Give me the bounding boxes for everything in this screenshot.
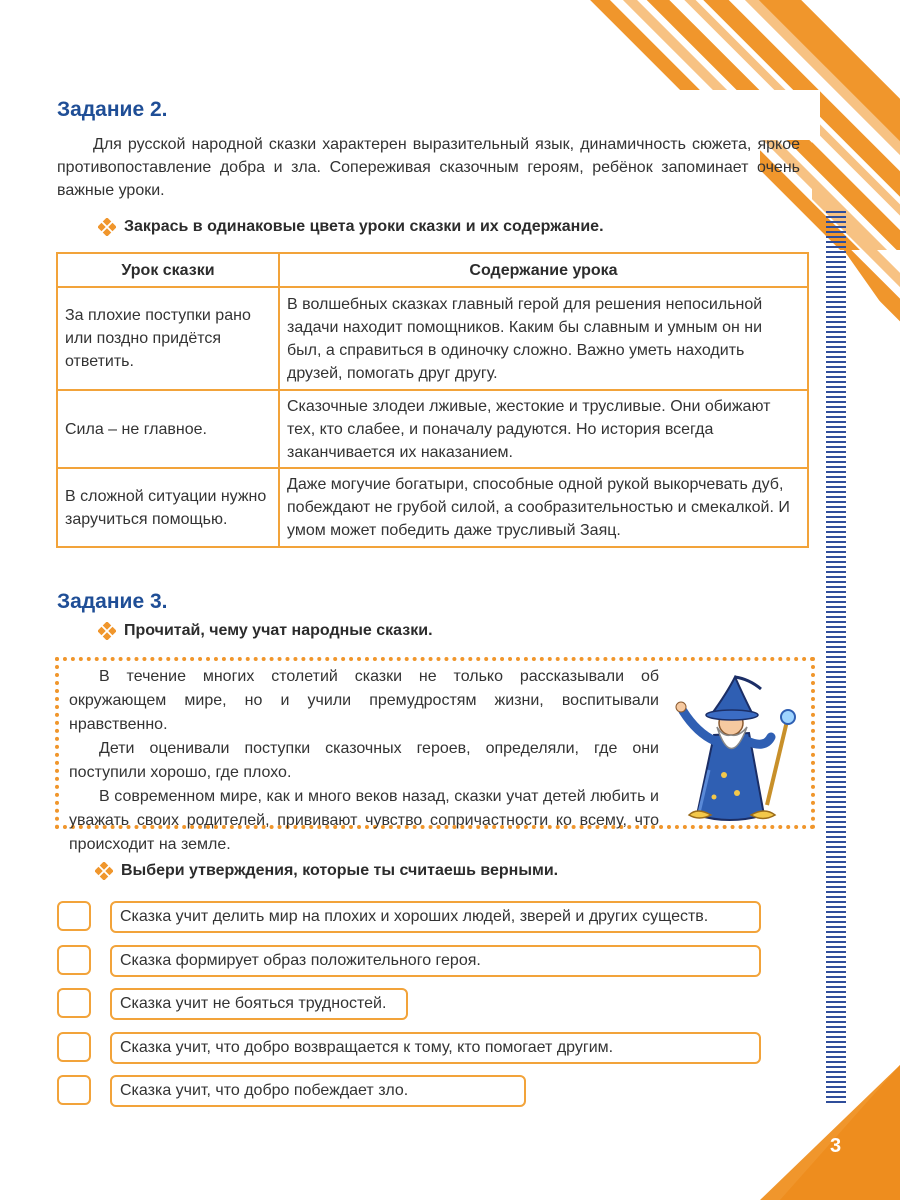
reading-paragraph: В современном мире, как и много веков назад, сказки учат детей любить и уважать своих родителей, прививают чувство сопричастности ко всему, что происходит на земле. — [69, 788, 659, 853]
table-header-row — [57, 253, 808, 287]
task3-read-instruction — [98, 622, 433, 640]
wizard-illustration — [669, 675, 809, 825]
task3-read-instruction-text: Прочитай, чему учат народные сказки. — [124, 622, 433, 639]
lesson-cell[interactable]: Сила – не главное. — [57, 390, 279, 468]
page-number: 3 — [830, 1135, 842, 1157]
table-row — [57, 468, 808, 547]
task3-choose-instruction — [95, 862, 558, 880]
task3-title: Задание 3. — [57, 590, 168, 613]
task2-instruction — [98, 218, 604, 236]
content-cell[interactable]: Сказочные злодеи лживые, жестокие и трусливые. Они обижают тех, кто слабее, и поначалу радуются. Но история всегда заканчивается их наказанием. — [279, 390, 808, 468]
statement-text: Сказка учит делить мир на плохих и хороших людей, зверей и других существ. — [110, 901, 761, 933]
reading-box — [55, 657, 815, 853]
statement-checkbox[interactable] — [57, 988, 91, 1018]
diamond-bullet-icon — [98, 218, 116, 236]
diamond-bullet-icon — [98, 622, 116, 640]
reading-paragraph: Дети оценивали поступки сказочных героев, определяли, где они поступили хорошо, где плохо. — [69, 740, 659, 781]
statement-checkbox[interactable] — [57, 945, 91, 975]
lessons-table — [56, 252, 809, 548]
table-header: Урок сказки — [57, 253, 279, 287]
content-cell[interactable]: Даже могучие богатыри, способные одной рукой выкорчевать дуб, побеждают не грубой силой, а сообразительностью и смекалкой. И умом может победить даже трусливый Заяц. — [279, 468, 808, 547]
task2-intro: Для русской народной сказки характерен выразительный язык, динамичность сюжета, яркое противопоставление добра и зла. Сопереживая сказочным героям, ребёнок запоминает очень важные уроки. — [57, 136, 800, 199]
table-row — [57, 390, 808, 468]
table-header: Содержание урока — [279, 253, 808, 287]
statement-checkbox[interactable] — [57, 901, 91, 931]
statement-text: Сказка учит не бояться трудностей. — [110, 988, 408, 1020]
reading-paragraph: В течение многих столетий сказки не только рассказывали об окружающем мире, но и учили премудростям жизни, воспитывали нравственно. — [69, 668, 659, 733]
statement-text: Сказка учит, что добро побеждает зло. — [110, 1075, 526, 1107]
lesson-cell[interactable]: За плохие поступки рано или поздно придётся ответить. — [57, 287, 279, 390]
table-row — [57, 287, 808, 390]
diamond-bullet-icon — [95, 862, 113, 880]
task2-instruction-text: Закрась в одинаковые цвета уроки сказки и их содержание. — [124, 218, 604, 235]
task2-title: Задание 2. — [57, 98, 168, 121]
lesson-cell[interactable]: В сложной ситуации нужно заручиться помощью. — [57, 468, 279, 547]
reading-text — [69, 665, 659, 857]
statement-text: Сказка учит, что добро возвращается к тому, кто помогает другим. — [110, 1032, 761, 1064]
statement-checkbox[interactable] — [57, 1075, 91, 1105]
task3-choose-instruction-text: Выбери утверждения, которые ты считаешь верными. — [121, 862, 559, 879]
statement-text: Сказка формирует образ положительного героя. — [110, 945, 761, 977]
statement-checkbox[interactable] — [57, 1032, 91, 1062]
content-cell[interactable]: В волшебных сказках главный герой для решения непосильной задачи находит помощников. Каким бы славным и умным он ни был, а справиться в одиночку сложно. Важно уметь находить друзей, помогать друг другу. — [279, 287, 808, 390]
